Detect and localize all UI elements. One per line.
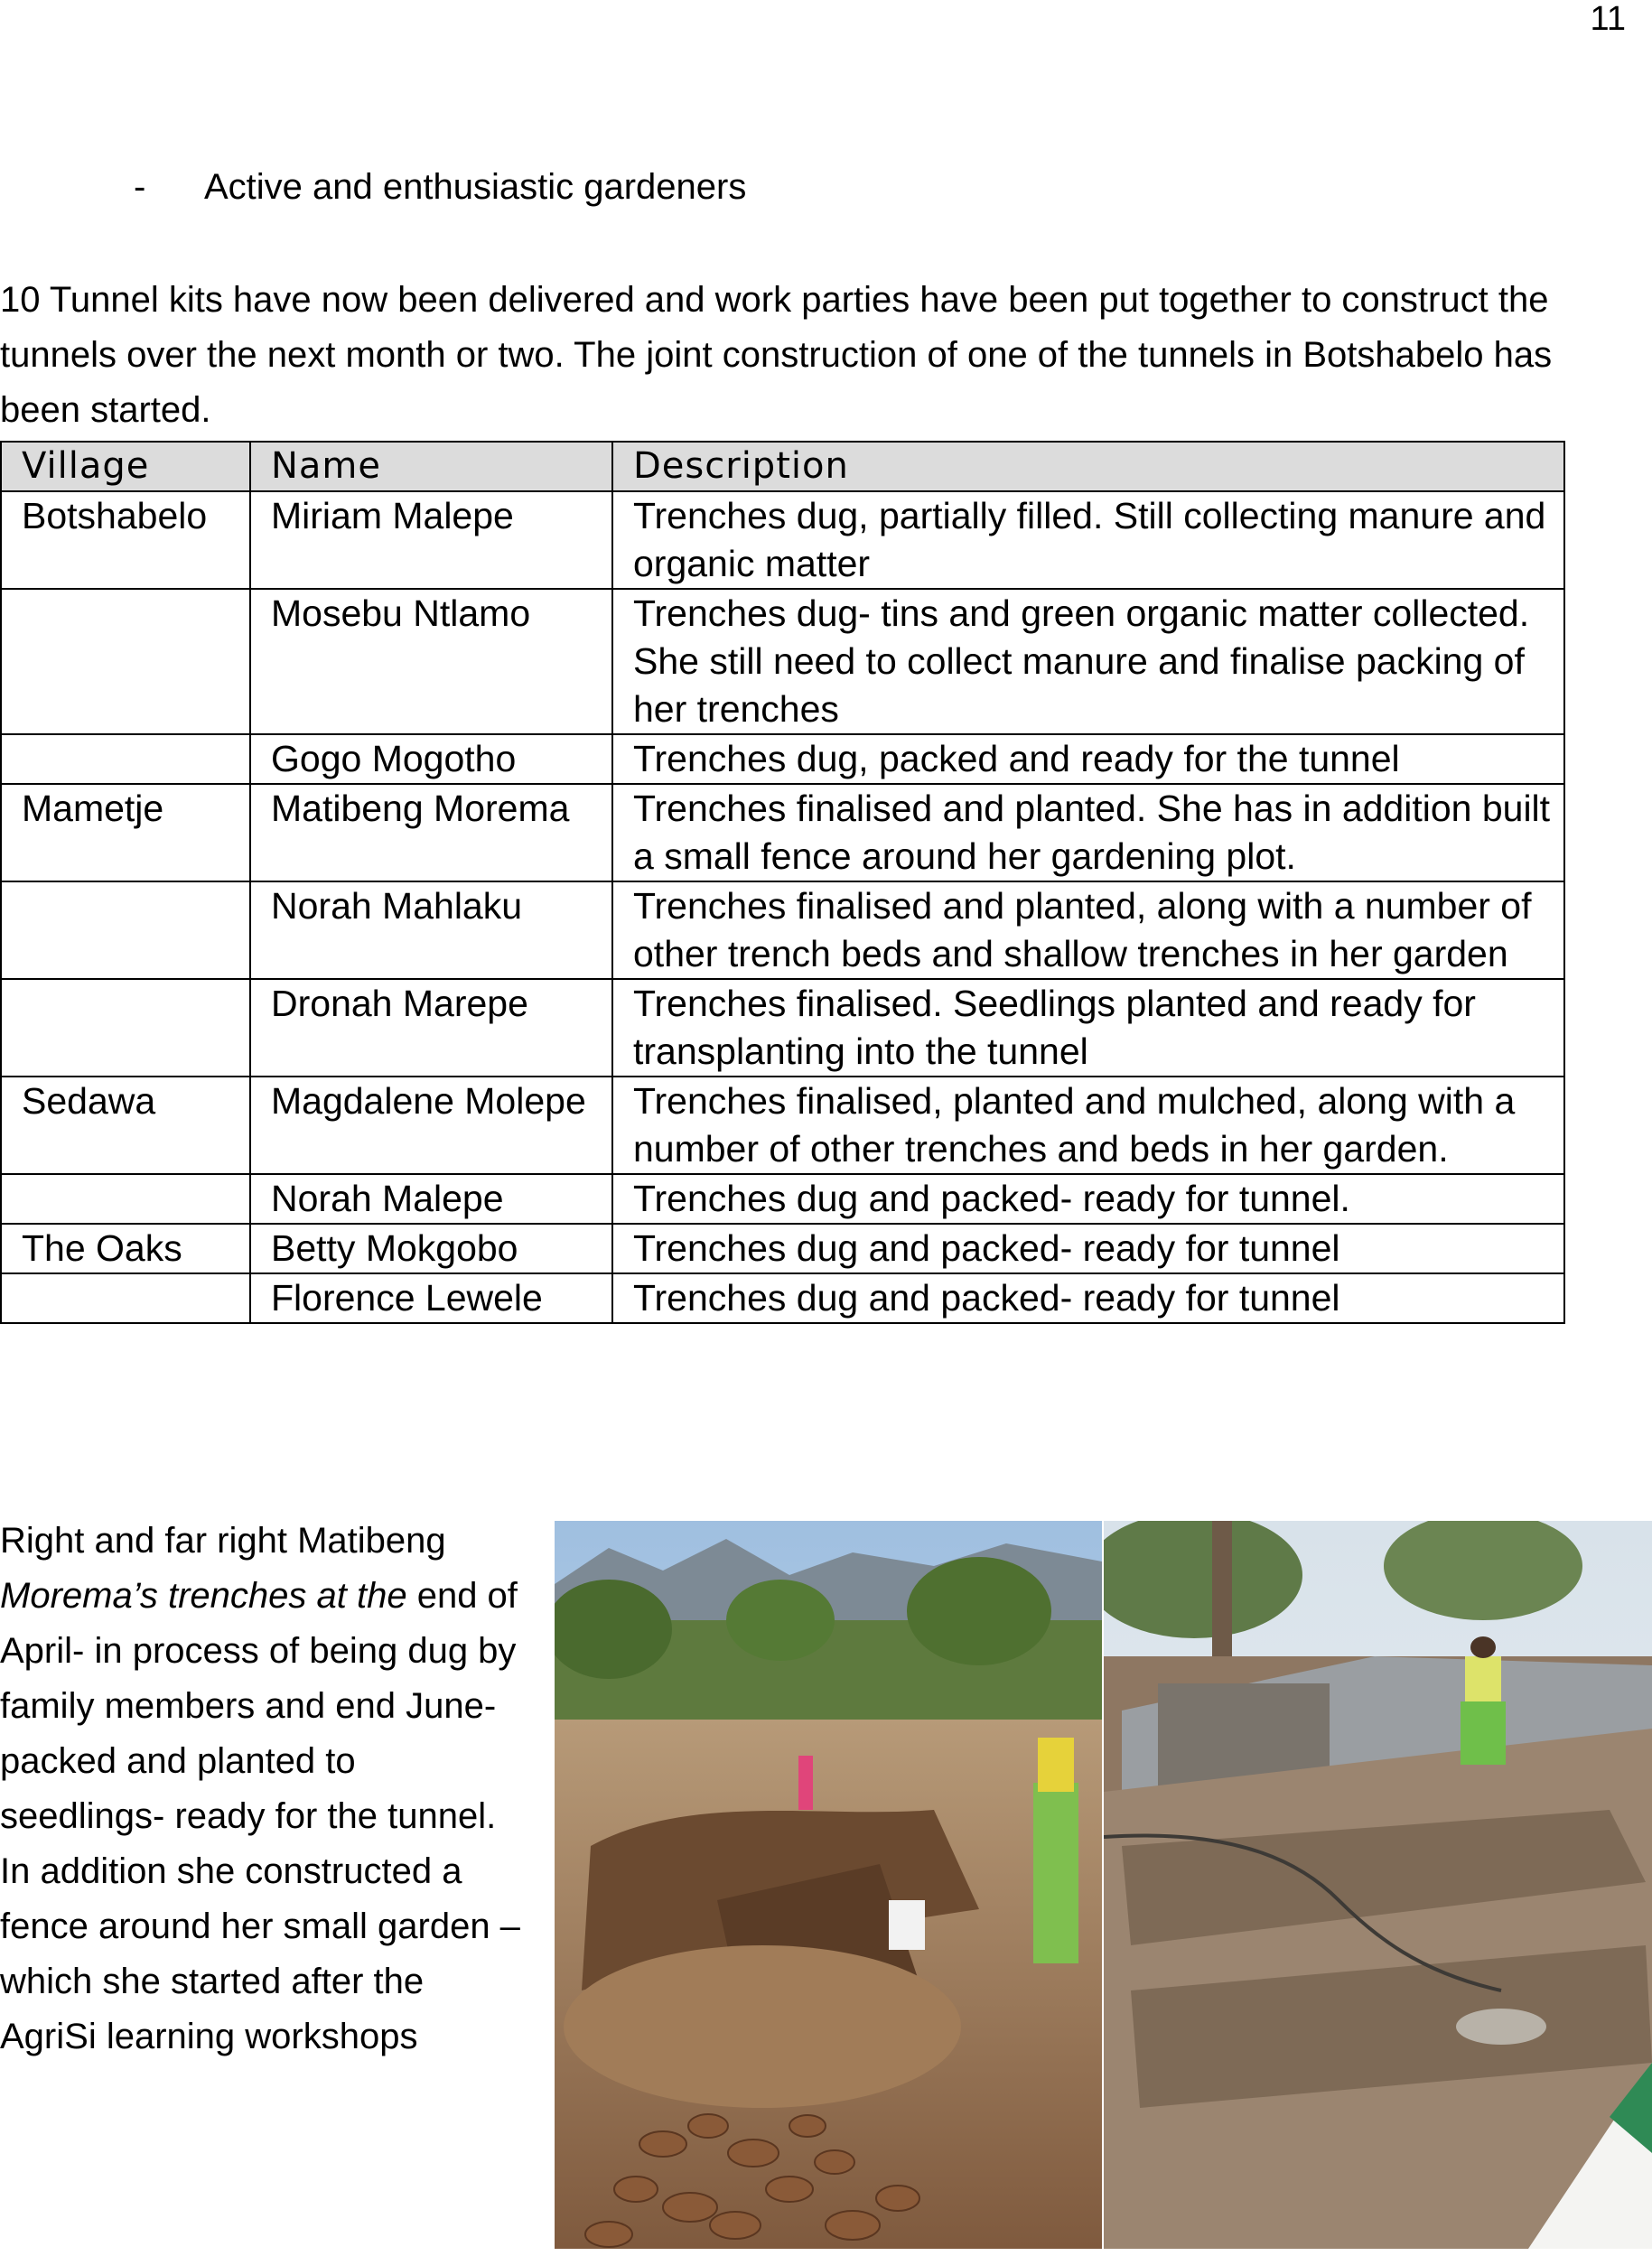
header-name: Name [250, 442, 612, 491]
planted-garden-photo [1104, 1521, 1652, 2249]
caption-text-italic: Morema’s trenches at the [0, 1576, 407, 1616]
header-description: Description [612, 442, 1564, 491]
table-row [1, 734, 1564, 784]
caption-text-end: end of April- in process of being dug by family members and end June- packed and planted to seedlings- ready for the tunnel. In addition she constructed a fence around her small garden – which she started after the AgriSi learning workshops [0, 1576, 520, 2056]
name-cell: Mosebu Ntlamo [250, 589, 612, 734]
village-cell: Botshabelo [1, 491, 250, 589]
table-row [1, 1174, 1564, 1224]
table-row [1, 1273, 1564, 1323]
village-cell [1, 1174, 250, 1224]
village-cell: Mametje [1, 784, 250, 881]
name-cell: Florence Lewele [250, 1273, 612, 1323]
description-cell: Trenches dug and packed- ready for tunnel [612, 1273, 1564, 1323]
description-cell: Trenches dug and packed- ready for tunnel [612, 1224, 1564, 1273]
name-cell: Norah Mahlaku [250, 881, 612, 979]
name-cell: Magdalene Molepe [250, 1077, 612, 1174]
description-cell: Trenches finalised and planted. She has in addition built a small fence around her gardening plot. [612, 784, 1564, 881]
table-header-row [1, 442, 1564, 491]
caption-text-start: Right and far right Matibeng [0, 1521, 446, 1561]
table-row [1, 1224, 1564, 1273]
description-cell: Trenches dug, partially filled. Still collecting manure and organic matter [612, 491, 1564, 589]
header-village: Village [1, 442, 250, 491]
trench-digging-illustration [555, 1521, 1102, 2249]
description-cell: Trenches finalised, planted and mulched, along with a number of other trenches and beds in her garden. [612, 1077, 1564, 1174]
intro-paragraph: 10 Tunnel kits have now been delivered and work parties have been put together to construct the tunnels over the next month or two. The joint construction of one of the tunnels in Botshabelo has been started. [0, 280, 1553, 430]
table-row [1, 589, 1564, 734]
name-cell: Norah Malepe [250, 1174, 612, 1224]
table-row [1, 881, 1564, 979]
village-cell [1, 1273, 250, 1323]
description-cell: Trenches finalised and planted, along with a number of other trench beds and shallow trenches in her garden [612, 881, 1564, 979]
village-cell [1, 979, 250, 1077]
description-cell: Trenches finalised. Seedlings planted and ready for transplanting into the tunnel [612, 979, 1564, 1077]
name-cell: Matibeng Morema [250, 784, 612, 881]
trench-digging-photo [555, 1521, 1102, 2249]
bullet-item [134, 167, 746, 208]
village-cell: The Oaks [1, 1224, 250, 1273]
name-cell: Gogo Mogotho [250, 734, 612, 784]
table-row [1, 1077, 1564, 1174]
planted-garden-illustration [1104, 1521, 1652, 2249]
photo-caption [0, 1514, 524, 2065]
name-cell: Miriam Malepe [250, 491, 612, 589]
progress-table [0, 441, 1565, 1324]
village-cell [1, 589, 250, 734]
bullet-text: Active and enthusiastic gardeners [204, 167, 747, 207]
name-cell: Betty Mokgobo [250, 1224, 612, 1273]
bullet-dash: - [134, 167, 146, 207]
village-cell: Sedawa [1, 1077, 250, 1174]
description-cell: Trenches dug- tins and green organic matter collected. She still need to collect manure and finalise packing of her trenches [612, 589, 1564, 734]
description-cell: Trenches dug and packed- ready for tunnel. [612, 1174, 1564, 1224]
table-row [1, 979, 1564, 1077]
table-row [1, 491, 1564, 589]
page-number: 11 [1590, 0, 1626, 38]
description-cell: Trenches dug, packed and ready for the tunnel [612, 734, 1564, 784]
table-row [1, 784, 1564, 881]
village-cell [1, 734, 250, 784]
village-cell [1, 881, 250, 979]
name-cell: Dronah Marepe [250, 979, 612, 1077]
